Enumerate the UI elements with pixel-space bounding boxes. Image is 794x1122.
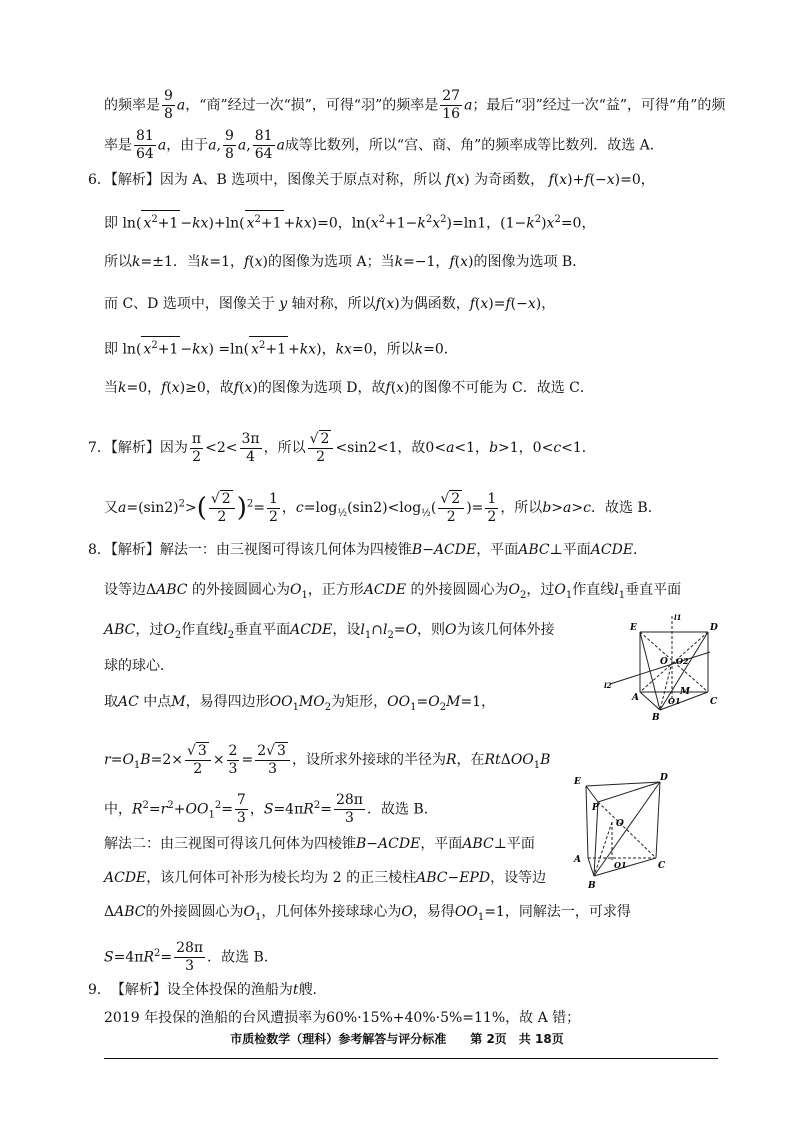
text: 所以k=±1．当k=1，f(x)的图像为选项 A；当k=−1，f(x)的图像为选项 B． [104,254,587,270]
text: 球的球心． [104,658,174,674]
svg-text:l2: l2 [604,681,612,690]
svg-text:O1: O1 [614,860,627,870]
svg-text:E: E [630,623,637,633]
text: ΔABC的外接圆圆心为$O_1$，几何体外接球球心为O，易得$OO_1=1$，同解法一，可求得 [104,904,631,923]
text: 7．【解析】因为 $\frac{\pi}{2}$ <2< $\frac{3\pi}{4}$ ，所以 $\frac{√ 2}{2}$ <sin2<1，故0<a<1，b>1，0<c<1． [88,430,596,465]
text: 即 ln( $x^2+1 -kx)+\ln$( $x^2+1 +kx)=0$，$\ln(x^2+1-k^2x^2)=\ln 1$，$(1-k^2)x^2=0$， [104,210,595,234]
svg-text:M: M [680,687,690,697]
prism-figure-2 [570,772,670,890]
prism-figure-1 [600,612,725,722]
text: 取AC 中点M，易得四边形$OO_1MO_2$为矩形，$OO_1=O_2M=1$， [104,694,496,713]
text: 设等边ΔABC 的外接圆圆心为$O_1$，正方形ACDE 的外接圆圆心为$O_2$，过$O_1$作直线$l_1$垂直平面 [104,582,682,601]
svg-text:D: D [710,623,718,633]
svg-text:O2: O2 [676,656,689,666]
svg-text:C: C [710,697,718,707]
footer-rule [104,1058,718,1059]
text: 2019 年投保的渔船的台风遭损率为60%·15%+40%·5%=11%，故 A 错； [104,1010,581,1026]
svg-text:B: B [652,713,660,722]
svg-text:O1: O1 [668,696,681,706]
text: 6．【解析】因为 A、B 选项中，图像关于原点对称，所以 f(x) 为奇函数， f(x)+f(−x)=0， [88,172,655,188]
text: 当k=0，f(x)≥0，故f(x)的图像为选项 D，故f(x)的图像不可能为 C．故选 C． [104,380,594,396]
text: 中，$R^2=r^2+OO_1^2=$ $\frac{7}{3}$ ，$S=4\pi R^2=$ $\frac{28\pi}{3}$ ．故选 B． [104,792,438,826]
page-footer: 市质检数学（理科）参考解答与评分标准 第 2页 共 18页 [230,1032,564,1046]
svg-text:A: A [632,693,639,703]
text: ABC，过$O_2$作直线$l_2$垂直平面ACDE，设$l_1\cap l_2=O$，则O为该几何体外接 [104,622,555,641]
svg-text:A: A [574,855,581,865]
svg-text:P: P [592,803,599,813]
text: 9． 【解析】设全体投保的渔船为t艘． [88,982,327,998]
svg-text:l1: l1 [674,613,682,622]
text: $S=4\pi R^2=$ $\frac{28\pi}{3}$ ．故选 B． [104,940,278,974]
text: $r=O_1B=2\times$ $\frac{√ 3}{2}$ × $\frac{2}{3}$ = $\frac{2√ 3}{3}$ ，设所求外接球的半径为R，在RtΔOO$_1$B [104,742,551,777]
text: 8．【解析】解法一：由三视图可得该几何体为四棱锥B−ACDE，平面ABC⊥平面ACDE． [88,542,648,558]
text: 即 ln( $x^2+1 -kx) =\ln$( $x^2+1 +kx$)，kx=0，所以k=0． [104,336,458,360]
svg-text:O: O [660,657,668,667]
text: ACDE，该几何体可补形为棱长均为 2 的正三棱柱ABC−EPD，设等边 [104,870,547,886]
svg-text:B: B [588,881,596,890]
text: 的频率是 $\frac{9}{8}$ a，“商”经过一次“损”，可得“羽”的频率是 $\frac{27}{16}$ a；最后“羽”经过一次“益”，可得“角”的频 [104,88,726,122]
svg-text:E: E [574,777,581,787]
text: 解法二：由三视图可得该几何体为四棱锥B−ACDE，平面ABC⊥平面 [104,836,535,852]
text: 而 C、D 选项中，图像关于 y 轴对称，所以f(x)为偶函数，f(x)=f(−x)， [104,296,556,312]
svg-text:O: O [616,819,624,829]
svg-text:C: C [658,861,666,871]
text: 率是 $\frac{81}{64}$ a，由于a, $\frac{9}{8}$ a, $\frac{81}{64}$ a成等比数列，所以“宫、商、角”的频率成等比数列．故选 A． [104,128,664,162]
svg-text:D: D [660,773,668,783]
text: 又$a=(\sin 2)^2>$( $\frac{√ 2}{2}$ )$^2$= $\frac{1}{2}$ ，$c=\log_{\frac{1}{2}}(\sin 2)<\log_{\frac{1}{2}}$( $\frac{√ 2}{2}$ )= $\frac{1}{2}$ ，所以b>a>c．故选 B． [104,490,662,525]
